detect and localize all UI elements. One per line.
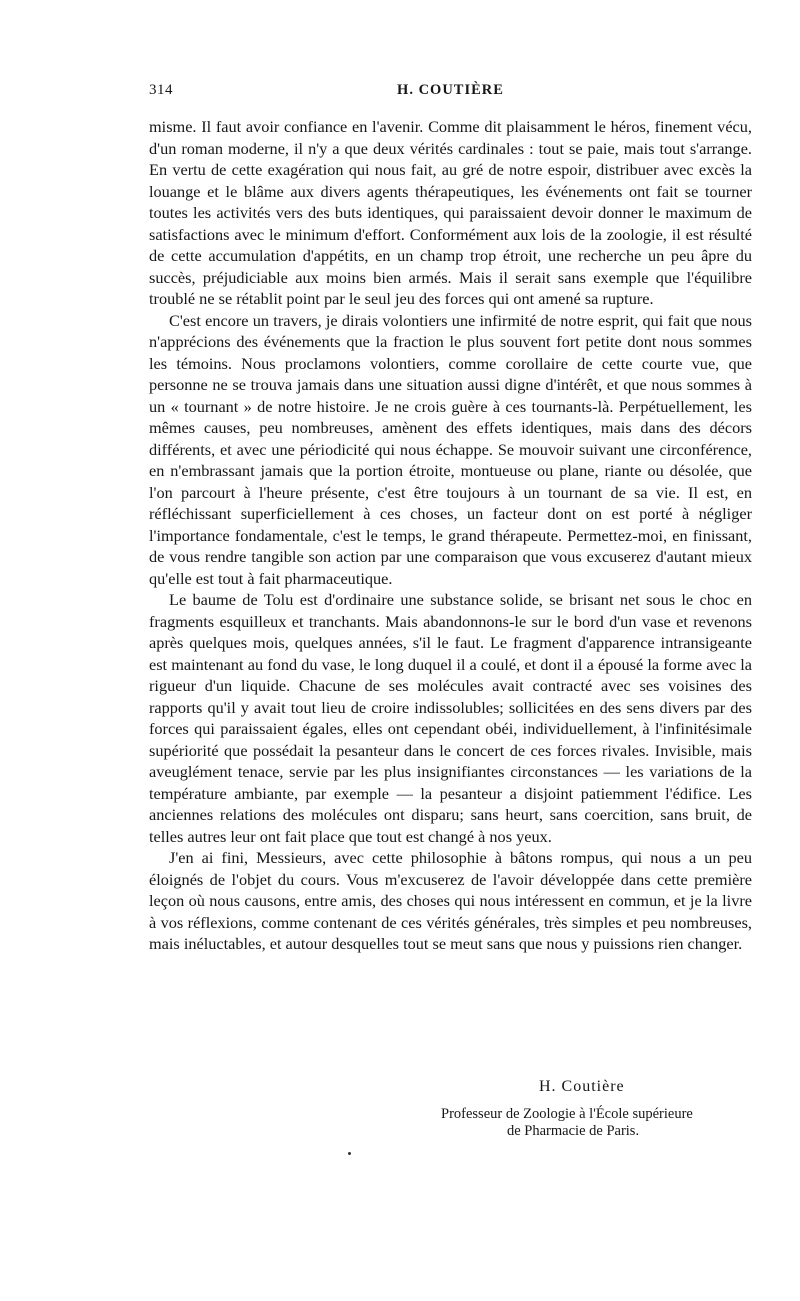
paragraph: C'est encore un travers, je dirais volontiers une infirmité de notre esprit, qui fait que nous n'apprécions des événements que la fraction le plus souvent fort petite dont nous sommes les témoins. Nous proclamons volontiers, comme corollaire de cette courte vue, que personne ne se trouva jamais dans une situation aussi digne d'intérêt, et que nous sommes à un « tournant » de notre histoire. Je ne crois guère à ces tournants-là. Perpétuellement, les mêmes causes, peu nombreuses, amènent des effets identiques, mais dans des décors différents, et avec une périodicité qui nous échappe. Se mouvoir suivant une circonférence, en n'embrassant jamais que la portion étroite, montueuse ou plane, riante ou désolée, que l'on parcourt à l'heure présente, c'est être toujours à un tournant de sa vie. Il est, en réfléchissant superficiellement à ces choses, un facteur dont on est porté à négliger l'importance fondamentale, c'est le temps, le grand thérapeute. Permettez-moi, en finissant, de vous rendre tangible son action par une comparaison que vous excuserez d'autant mieux qu'elle est tout à fait pharmaceutique.	[149, 310, 752, 588]
page-number: 314	[149, 82, 173, 98]
author-title-line-2: de Pharmacie de Paris.	[507, 1123, 640, 1139]
author-title-line-1: Professeur de Zoologie à l'École supérieure	[441, 1106, 693, 1122]
author-name: H. Coutière	[539, 1078, 625, 1095]
paragraph: J'en ai fini, Messieurs, avec cette philosophie à bâtons rompus, qui nous a un peu éloignés de l'objet du cours. Vous m'excuserez de l'avoir développée dans cette première leçon où nous causons, entre amis, des choses qui nous intéressent en commun, et je la livre à vos réflexions, comme contenant de ces vérités générales, très simples et peu nombreuses, mais inéluctables, et autour desquelles tout se meut sans que nous y puissions rien changer.	[149, 848, 752, 953]
running-head: H. COUTIÈRE	[397, 82, 504, 98]
body-text	[149, 116, 752, 955]
paragraph-continued: misme. Il faut avoir confiance en l'avenir. Comme dit plaisamment le héros, finement vécu, d'un roman moderne, il n'y a que deux vérités cardinales : tout se paie, mais tout s'arrange. En vertu de cette exagération qui nous fait, au gré de notre espoir, distribuer avec excès la louange et le blâme aux divers agents thérapeutiques, les événements ont fait se tourner toutes les activités vers des buts identiques, qui paraissaient devoir donner le maximum de satisfactions avec le minimum d'effort. Conformément aux lois de la zoologie, il est résulté de cette accumulation d'appétits, en un champ trop étroit, une recherche un peu âpre du succès, préjudiciable aux moins bien armés. Mais il serait sans exemple que l'équilibre troublé ne se rétablit point par le seul jeu des forces qui ont amené sa rupture.	[149, 117, 752, 308]
paragraph: Le baume de Tolu est d'ordinaire une substance solide, se brisant net sous le choc en fragments esquilleux et tranchants. Mais abandonnons-le sur le bord d'un vase et revenons après quelques mois, quelques années, s'il le faut. Le fragment d'apparence intransigeante est maintenant au fond du vase, le long duquel il a coulé, et dont il a épousé la forme avec la rigueur d'un liquide. Chacune de ses molécules avait contracté avec ses voisines des rapports qu'il y avait tout lieu de croire indissolubles; sollicitées en des sens divers par des forces qui paraissaient égales, elles ont cependant obéi, individuellement, à l'infinitésimale supériorité que possédait la pesanteur dans le concert de ces forces rivales. Invisible, mais aveuglément tenace, servie par les plus insignifiantes circonstances — les variations de la température ambiante, par exemple — la pesanteur a disjoint patiemment l'édifice. Les anciennes relations des molécules ont disparu; sans heurt, sans coercition, sans bruit, de telles autres leur ont fait place que tout est changé à nos yeux.	[149, 590, 752, 846]
page-header	[149, 82, 752, 106]
ink-speck	[348, 1152, 351, 1155]
